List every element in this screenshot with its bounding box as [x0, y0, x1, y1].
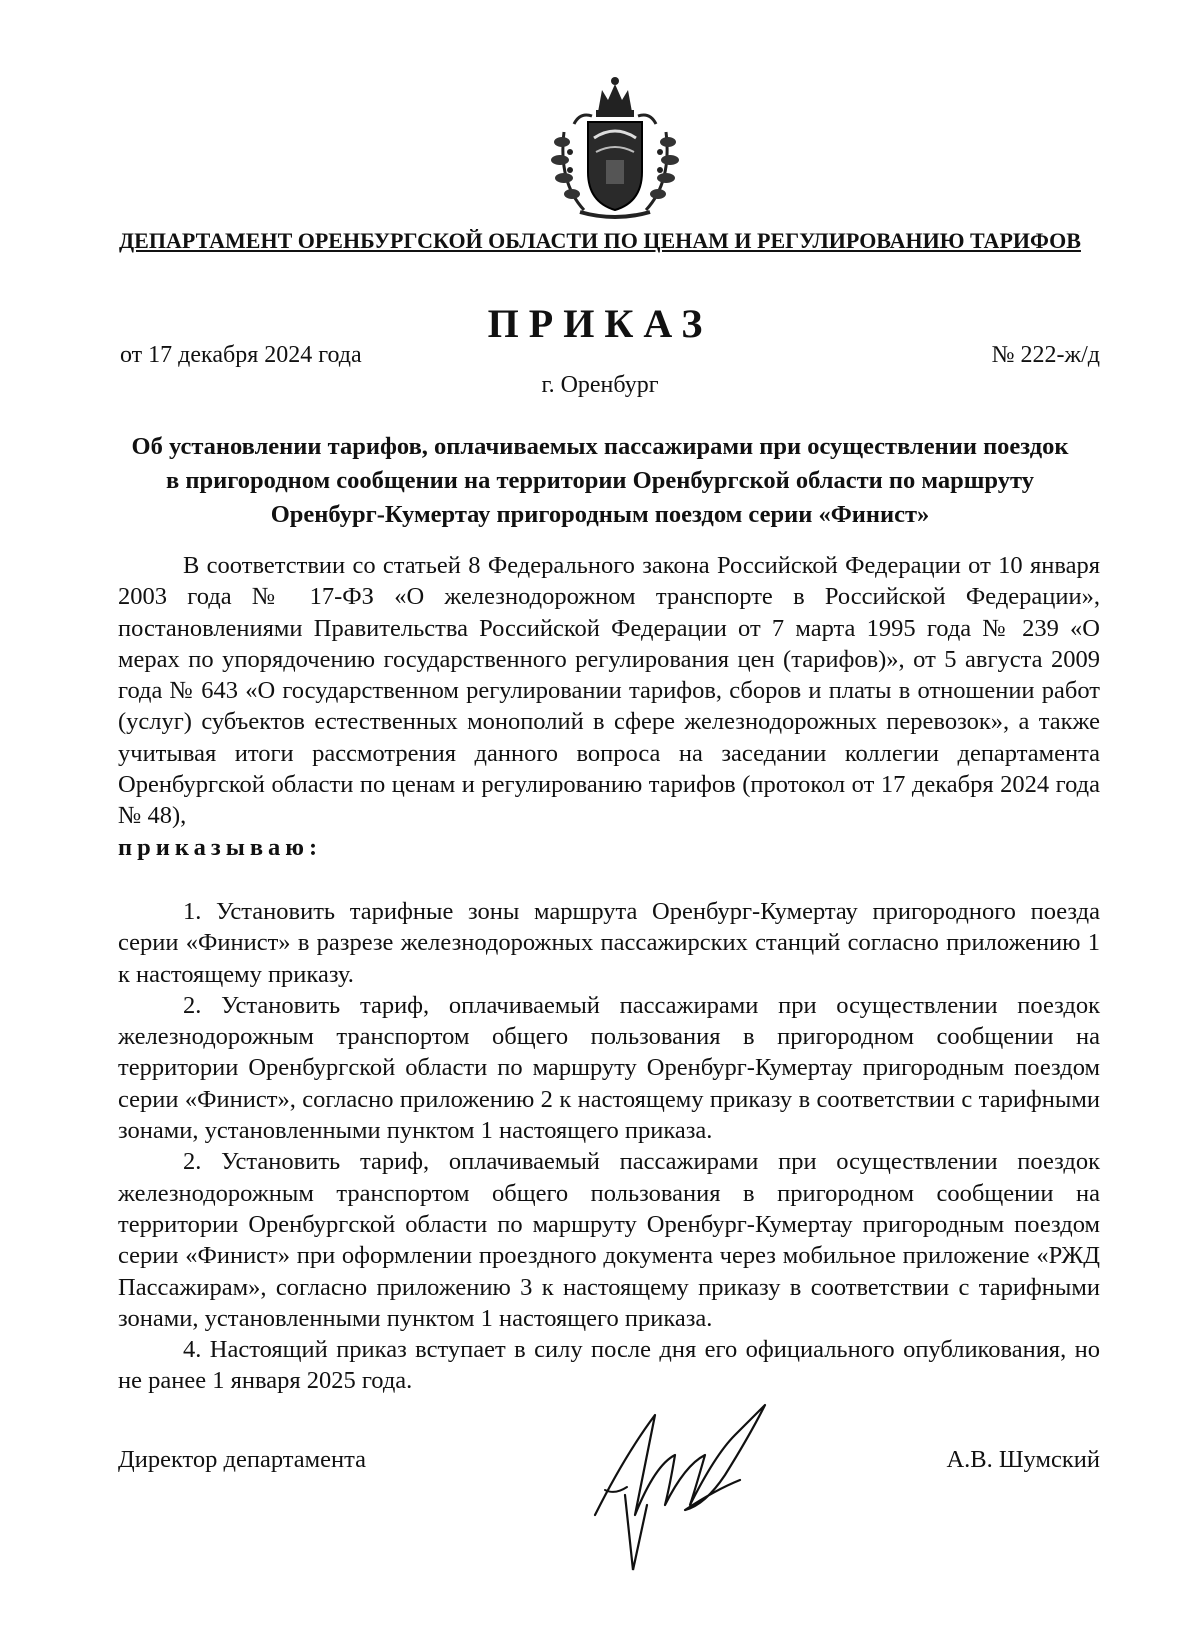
department-name: ДЕПАРТАМЕНТ ОРЕНБУРГСКОЙ ОБЛАСТИ ПО ЦЕНАМ И РЕГУЛИРОВАНИЮ ТАРИФОВ	[119, 228, 1081, 253]
order-item: 4. Настоящий приказ вступает в силу после дня его официального опубликования, но не ранее 1 января 2025 года.	[118, 1336, 1100, 1395]
signer-position: Директор департамента	[118, 1446, 367, 1473]
coat-of-arms-emblem	[540, 72, 690, 222]
order-number: № 222-ж/д	[991, 342, 1100, 368]
order-body	[118, 550, 1100, 1397]
order-city: г. Оренбург	[541, 372, 659, 398]
preamble-paragraph: В соответствии со статьей 8 Федерального закона Российской Федерации от 10 января 2003 года № 17-ФЗ «О железнодорожном транспорте в Российской Федерации», постановлениями Правительства Российской Федерации от 7 марта 1995 года № 239 «О мерах по упорядочению государственного регулирования цен (тарифов)», от 5 августа 2009 года № 643 «О государственном регулировании тарифов, сборов и платы в отношении работ (услуг) субъектов естественных монополий в сфере железнодорожных перевозок», а также учитывая итоги рассмотрения данного вопроса на заседании коллегии департамента Оренбургской области по ценам и регулированию тарифов (протокол от 17 декабря 2024 года № 48),	[118, 552, 1100, 830]
order-item: 2. Установить тариф, оплачиваемый пассажирами при осуществлении поездок железнодорожным транспортом общего пользования в пригородном сообщении на территории Оренбургской области по маршруту Оренбург-Кумертау пригородным поездом серии «Финист», согласно приложению 2 к настоящему приказу в соответствии с тарифными зонами, установленными пунктом 1 настоящего приказа.	[118, 991, 1100, 1145]
order-date: от 17 декабря 2024 года	[120, 342, 362, 368]
document-type-title: ПРИКАЗ	[487, 301, 713, 346]
handwritten-signature	[585, 1395, 785, 1575]
signer-name: А.В. Шумский	[946, 1446, 1100, 1473]
order-item: 2. Установить тариф, оплачиваемый пассажирами при осуществлении поездок железнодорожным транспортом общего пользования в пригородном сообщении на территории Оренбургской области по маршруту Оренбург-Кумертау пригородным поездом серии «Финист» при оформлении проездного документа через мобильное приложение «РЖД Пассажирам», согласно приложению 3 к настоящему приказу в соответствии с тарифными зонами, установленными пунктом 1 настоящего приказа.	[118, 1148, 1100, 1332]
order-word: приказываю:	[118, 833, 323, 861]
order-item: 1. Установить тарифные зоны маршрута Оренбург-Кумертау пригородного поезда серии «Финист» в разрезе железнодорожных пассажирских станций согласно приложению 1 к настоящему приказу.	[118, 897, 1100, 988]
order-subject: Об установлении тарифов, оплачиваемых пассажирами при осуществлении поездок в пригородном сообщении на территории Оренбургской области по маршруту Оренбург-Кумертау пригородным поездом серии «Финист»	[131, 433, 1069, 528]
